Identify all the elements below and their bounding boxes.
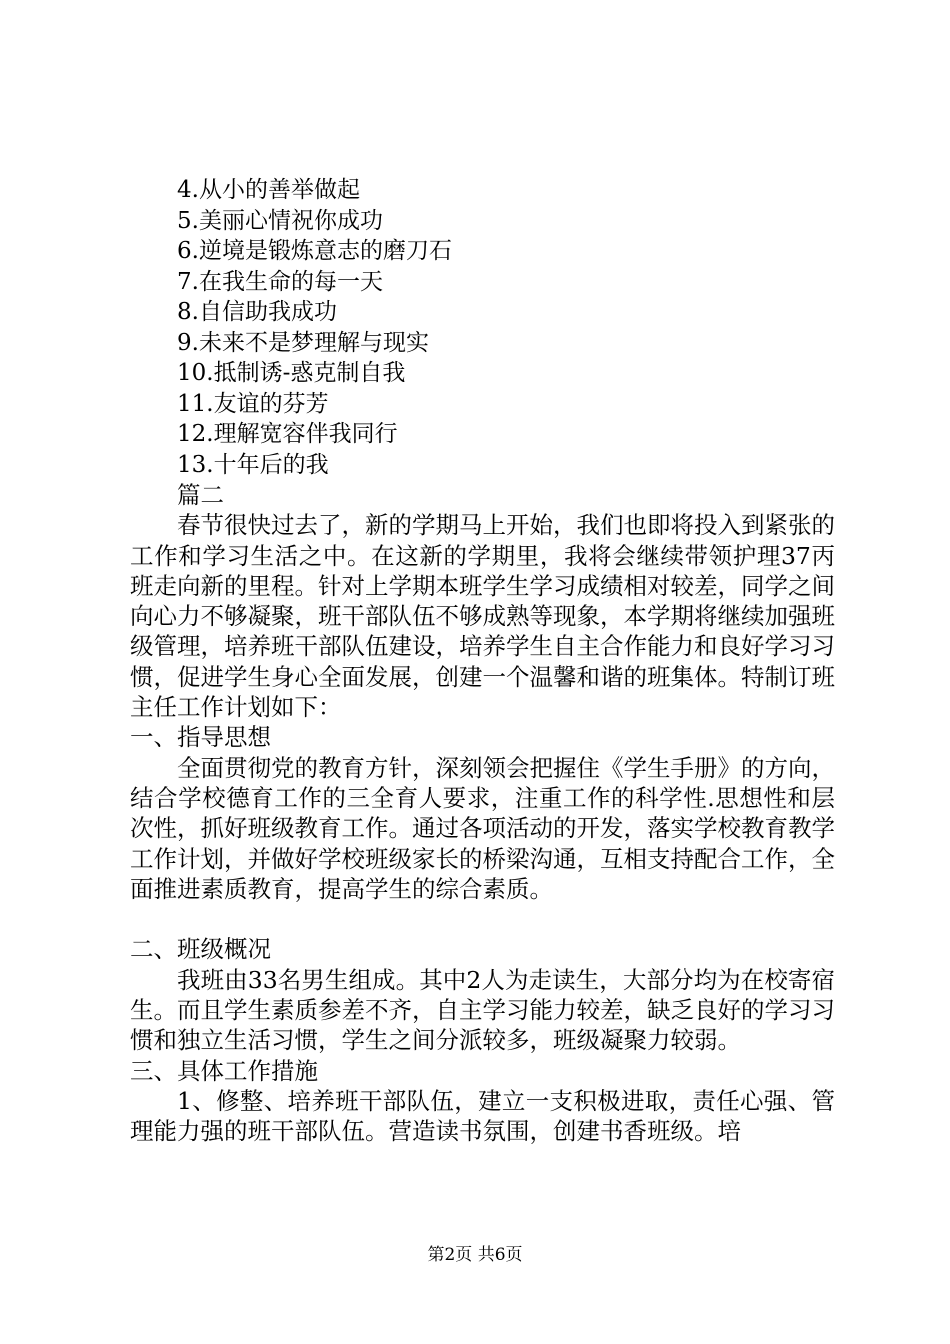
list-item: 6.逆境是锻炼意志的磨刀石 bbox=[177, 238, 452, 264]
section-title: 篇二 bbox=[177, 481, 224, 509]
intro-paragraph: 春节很快过去了，新的学期马上开始，我们也即将投入到紧张的工作和学习生活之中。在这新的学期里，我将会继续带领护理37丙班走向新的里程。针对上学期本班学生学习成绩相对较差，同学之间向心力不够凝聚，班干部队伍不够成熟等现象，本学期将继续加强班级管理，培养班干部队伍建设，培养学生自主合作能力和良好学习习惯，促进学生身心全面发展，创建一个温馨和谐的班集体。特制订班主任工作计划如下： bbox=[130, 511, 835, 722]
document-body bbox=[130, 480, 835, 1147]
topic-list bbox=[177, 175, 857, 480]
list-item: 4.从小的善举做起 bbox=[177, 177, 360, 203]
list-item: 9.未来不是梦理解与现实 bbox=[177, 329, 429, 356]
list-item: 12.理解宽容伴我同行 bbox=[177, 421, 398, 447]
list-item: 5.美丽心情祝你成功 bbox=[177, 207, 383, 234]
list-item: 10.抵制诱-惑克制自我 bbox=[177, 360, 406, 386]
page-footer: 第2页 共6页 bbox=[427, 1245, 523, 1265]
paragraph-class-overview: 我班由33名男生组成。其中2人为走读生，大部分均为在校寄宿生。而且学生素质参差不齐，自主学习能力较差，缺乏良好的学习习惯和独立生活习惯，学生之间分派较多，班级凝聚力较弱。 bbox=[130, 965, 835, 1055]
paragraph-guiding-ideology: 全面贯彻党的教育方针，深刻领会把握住《学生手册》的方向，结合学校德育工作的三全育人要求，注重工作的科学性.思想性和层次性，抓好班级教育工作。通过各项活动的开发，落实学校教育教学工作计划，并做好学校班级家长的桥梁沟通，互相支持配合工作，全面推进素质教育，提高学生的综合素质。 bbox=[130, 753, 835, 903]
spacer bbox=[130, 904, 835, 934]
list-item: 7.在我生命的每一天 bbox=[177, 268, 383, 295]
list-item: 8.自信助我成功 bbox=[177, 299, 337, 325]
paragraph-work-measures: 1、修整、培养班干部队伍，建立一支积极进取，责任心强、管理能力强的班干部队伍。营造读书氛围，创建书香班级。培 bbox=[130, 1086, 835, 1146]
heading-class-overview: 二、班级概况 bbox=[130, 935, 271, 964]
list-item: 11.友谊的芬芳 bbox=[177, 390, 329, 417]
list-item: 13.十年后的我 bbox=[177, 451, 329, 478]
heading-work-measures: 三、具体工作措施 bbox=[130, 1056, 318, 1085]
heading-guiding-ideology: 一、指导思想 bbox=[130, 723, 271, 752]
